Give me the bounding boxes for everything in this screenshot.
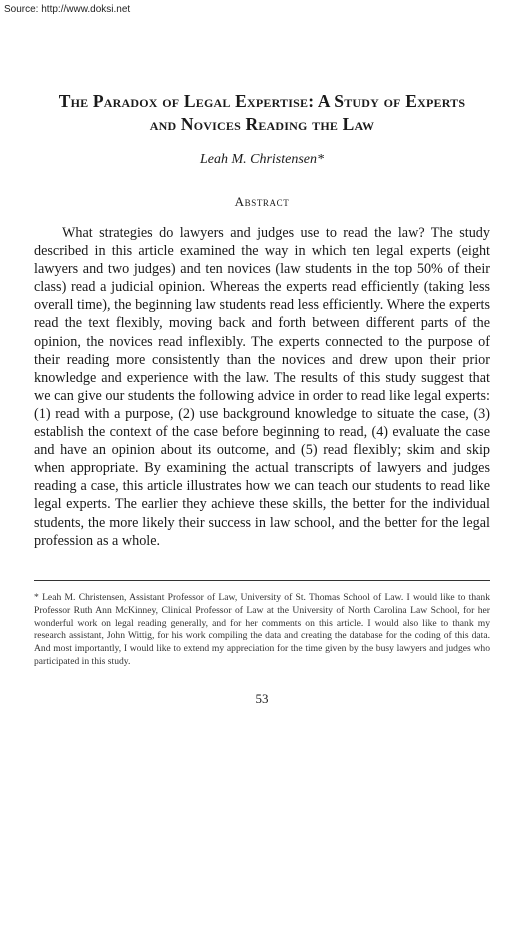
- paper-title: The Paradox of Legal Expertise: A Study of Experts and Novices Reading the Law: [58, 91, 466, 134]
- author-footnote: * Leah M. Christensen, Assistant Professor of Law, University of St. Thomas School of Law. I would like to thank Professor Ruth Ann McKinney, Clinical Professor of Law at the University of North Carolina Law School, for her wonderful work on legal reading generally, and for her comments on this article. I would also like to thank my research assistant, John Wittig, for his work compiling the data and creating the database for the coding of this data. And most importantly, I would like to extend my appreciation for the time given by the busy lawyers and judges who participated in this study.: [34, 591, 490, 668]
- author-name: Leah M. Christensen*: [199, 152, 325, 167]
- abstract-heading: Abstract: [234, 194, 290, 209]
- paper-page: [34, 90, 490, 707]
- page-number: 53: [255, 691, 269, 707]
- abstract-text: What strategies do lawyers and judges use to read the law? The study described in this article examined the way in which ten legal experts (eight lawyers and two judges) and ten novices (law students in the top 50% of their class) read a judicial opinion. Whereas the experts read efficiently (taking less overall time), the beginning law students read less efficiently. Where the experts read the text flexibly, moving back and forth between different parts of the opinion, the novices read inflexibly. The experts connected to the purpose of their reading more consistently than the novices and drew upon their prior knowledge and experience with the law. The results of this study suggest that we can give our students the following advice in order to read like legal experts: (1) read with a purpose, (2) use background knowledge to situate the case, (3) establish the context of the case before beginning to read, (4) evaluate the case and have an opinion about its outcome, and (5) read flexibly; skim and skip when appropriate. By examining the actual transcripts of lawyers and judges reading a case, this article illustrates how we can teach our students to read like legal experts. The earlier they achieve these skills, the better for the individual students, the more likely their success in law school, and the better for the legal profession as a whole.: [34, 225, 490, 549]
- footnote-divider: [34, 580, 490, 581]
- source-label: Source: http://www.doksi.net: [4, 4, 131, 15]
